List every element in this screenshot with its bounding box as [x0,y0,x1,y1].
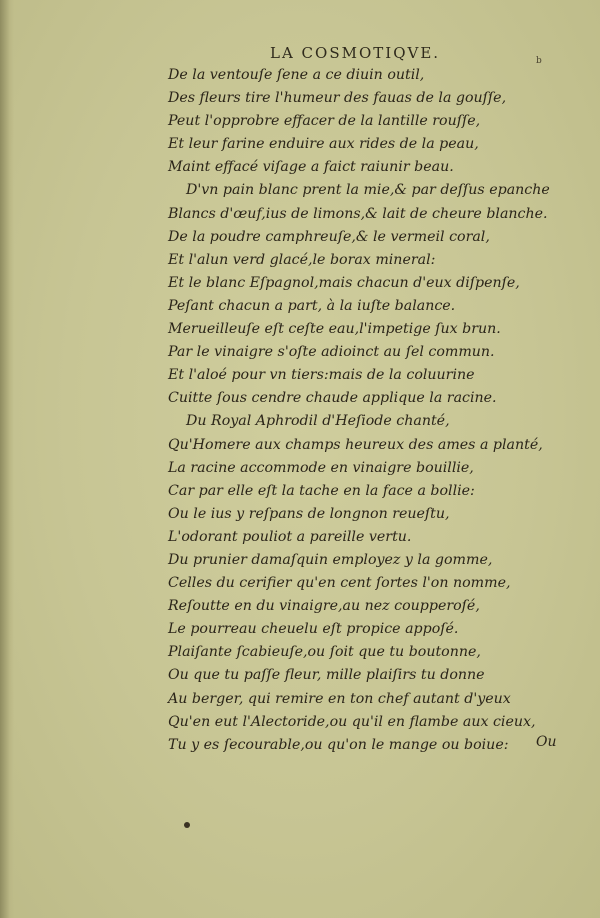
verse-line: Et l'aloé pour vn tiers:mais de la coluurine [168,367,475,384]
verse-line: Ou le ius y reſpans de longnon reueſtu, [168,505,450,522]
verse-text [168,64,548,757]
verse-line: Celles du cerifier qu'en cent ſortes l'on nomme, [168,575,511,592]
running-head: LA COSMOTIQVE. [270,44,441,62]
verse-line: Tu y es ſecourable,ou qu'on le mange ou boiue: [168,736,509,753]
verse-line: Blancs d'œuf,ius de limons,& lait de cheure blanche. [168,205,548,222]
verse-line: Des fleurs tire l'humeur des fauas de la gouſſe, [168,90,507,107]
verse-line: Qu'Homere aux champs heureux des ames a planté, [168,436,543,453]
verse-line: Merueilleuſe eſt ceſte eau,l'impetige ſux brun. [168,321,501,338]
verse-line: L'odorant pouliot a pareille vertu. [168,528,412,545]
catchword: Ou [536,734,557,750]
verse-line: Au berger, qui remire en ton chef autant d'yeux [168,690,511,707]
verse-line: Reſoutte en du vinaigre,au nez coupperoſé, [168,598,480,615]
verse-line: La racine accommode en vinaigre bouillie, [168,459,474,476]
verse-line: Et l'alun verd glacé,le borax mineral: [168,251,436,268]
verse-line: Car par elle eſt la tache en la face a bollie: [168,482,475,499]
verse-line: D'vn pain blanc prent la mie,& par deſſus epanche [186,182,550,199]
verse-line: De la ventouſe ſene a ce diuin outil, [168,67,425,83]
verse-line: Et le blanc Eſpagnol,mais chacun d'eux diſpenſe, [168,274,520,291]
verse-line: Par le vinaigre s'oſte adioinct au ſel commun. [168,344,495,361]
verse-line: Qu'en eut l'Alectoride,ou qu'il en flambe aux cieux, [168,713,536,730]
signature-mark: b [536,56,542,66]
verse-line: Du prunier damaſquin employez y la gomme, [168,551,493,568]
verse-line: Peut l'opprobre effacer de la lantille rouſſe, [168,113,481,130]
verse-line: Ou que tu paſſe fleur, mille plaiſirs tu donne [168,667,485,684]
verse-line: Maint effacé viſage a faict raiunir beau. [168,159,454,176]
verse-line: Peſant chacun a part, à la iuſte balance. [168,297,456,314]
verse-line: Cuitte ſous cendre chaude applique la racine. [168,390,497,407]
verse-line: Du Royal Aphrodil d'Heſiode chanté, [186,413,450,430]
verse-line: De la poudre camphreuſe,& le vermeil coral, [168,228,490,245]
verse-line: Le pourreau cheuelu eſt propice appoſé. [168,621,459,638]
page-gutter-shadow [0,0,14,918]
verse-line: Et leur farine enduire aux rides de la peau, [168,136,479,153]
verse-line: Plaiſante ſcabieuſe,ou ſoit que tu boutonne, [168,644,481,661]
ink-spot [184,822,190,828]
